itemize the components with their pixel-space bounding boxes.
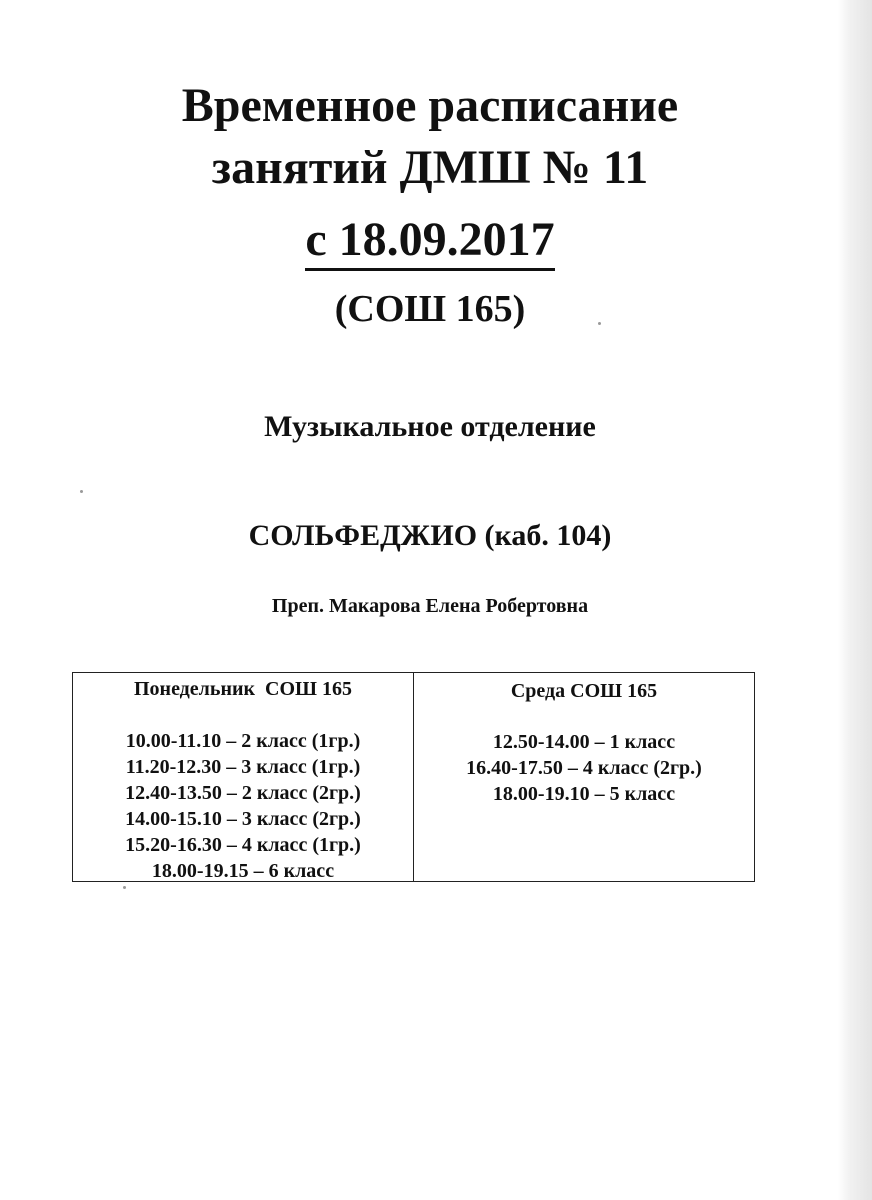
schedule-entry: 15.20-16.30 – 4 класс (1гр.) [125,834,361,856]
schedule-entry: 12.50-14.00 – 1 класс [492,731,676,753]
schedule-column-monday [73,673,414,881]
schedule-column-wednesday [414,673,754,881]
department-heading: Музыкальное отделение [264,410,596,443]
scan-speck [123,886,126,889]
document-title-line-1: Временное расписание [181,79,679,132]
document-date-text: с 18.09.2017 [305,213,554,271]
document-date-line [0,212,860,268]
day-title: Среда СОШ 165 [510,680,658,702]
subject-heading: СОЛЬФЕДЖИО (каб. 104) [248,519,612,552]
teacher-line: Преп. Макарова Елена Робертовна [271,595,589,617]
document-school-line: (СОШ 165) [334,288,526,330]
schedule-entry: 18.00-19.10 – 5 класс [492,783,676,805]
entry-list [414,729,754,807]
entry-list [73,728,413,884]
schedule-entry: 18.00-19.15 – 6 класс [151,860,335,882]
schedule-entry: 12.40-13.50 – 2 класс (2гр.) [125,782,361,804]
schedule-entry: 10.00-11.10 – 2 класс (1гр.) [125,730,361,752]
scan-speck [80,490,83,493]
schedule-entry: 16.40-17.50 – 4 класс (2гр.) [466,757,702,779]
schedule-table [72,672,755,882]
schedule-entry: 14.00-15.10 – 3 класс (2гр.) [125,808,361,830]
document-title-line-2: занятий ДМШ № 11 [211,141,649,194]
schedule-entry: 11.20-12.30 – 3 класс (1гр.) [125,756,361,778]
day-title: Понедельник СОШ 165 [133,678,353,700]
